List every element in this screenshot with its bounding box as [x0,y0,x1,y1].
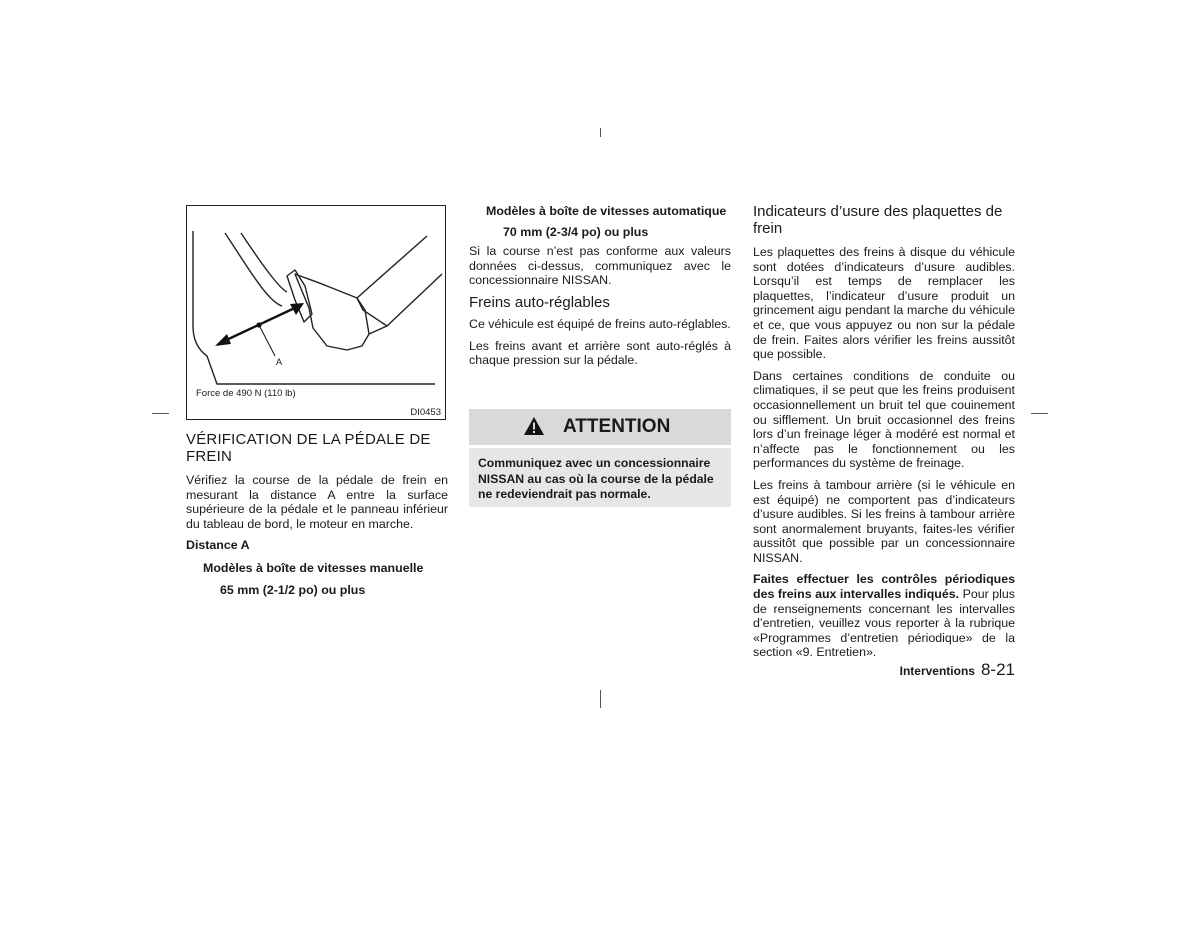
registration-mark-top [600,128,601,137]
attention-header [469,409,731,445]
registration-mark-bottom [600,690,601,708]
periodic-checks-paragraph [753,572,1015,660]
periodic-checks-bold: Faites effectuer les contrôles périodiques des freins aux intervalles indiqués. [753,572,1015,602]
attention-title: ATTENTION [563,416,671,437]
middle-column [469,204,731,368]
automatic-transmission-label: Modèles à boîte de vitesses automatique [486,204,727,218]
self-adjusting-paragraph: Ce véhicule est équipé de freins auto-réglables. [469,316,731,331]
left-column [186,431,448,597]
self-adjusting-detail-paragraph: Les freins avant et arrière sont auto-réglés à chaque pression sur la pédale. [469,338,731,368]
brake-pedal-figure [186,205,446,420]
brake-noise-paragraph: Dans certaines conditions de conduite ou climatiques, il se peut que les freins produisent occasionnellement un bruit tel que couinement ou sifflement. Un bruit occasionnel des freins lors d’un freinage léger à modéré est normal et n’affecte pas le fonctionnement ou les performances du système de freinage. [753,368,1015,471]
section-heading-brake-pedal: VÉRIFICATION DE LA PÉDALE DE FREIN [186,431,431,465]
footer-section-name: Interventions [899,664,975,678]
out-of-spec-paragraph: Si la course n’est pas conforme aux valeurs données ci-dessus, communiquez avec le concessionnaire NISSAN. [469,244,731,288]
brake-pedal-paragraph: Vérifiez la course de la pédale de frein en mesurant la distance A entre la surface supérieure de la pédale et le panneau inférieur du tableau de bord, le moteur en marche. [186,473,448,531]
figure-label-a: A [276,357,283,367]
attention-text: Communiquez avec un concessionnaire NISSAN au cas où la course de la pédale ne redeviendrait pas normale. [478,456,714,501]
page-number: 8-21 [980,660,1015,679]
registration-mark-left [152,413,169,414]
right-column [753,203,1015,660]
drum-brakes-paragraph: Les freins à tambour arrière (si le véhicule en est équipé) ne comportent pas d’indicateurs d’usure audibles. Si les freins à tambour arrière sont anormalement bruyants, faites-les vérifier aussitôt que possible par un concessionnaire NISSAN. [753,477,1015,565]
distance-label: Distance A [186,538,250,553]
periodic-checks-rest: Pour plus de renseignements concernant les intervalles d’entretien, veuillez vous reporter à la rubrique «Programmes d’entretien périodique» de la section «9. Entretien». [753,587,1015,660]
section-heading-wear-indicators: Indicateurs d’usure des plaquettes de frein [753,203,1003,237]
manual-transmission-label: Modèles à boîte de vitesses manuelle [203,560,424,575]
automatic-transmission-value: 70 mm (2-3/4 po) ou plus [503,224,649,239]
page-footer [900,660,1015,680]
figure-caption: Force de 490 N (110 lb) [196,388,296,399]
attention-body [469,448,731,507]
manual-transmission-value: 65 mm (2-1/2 po) ou plus [220,582,366,597]
registration-mark-right [1031,413,1048,414]
warning-triangle-icon [523,416,545,436]
section-heading-self-adjusting: Freins auto-réglables [469,293,610,311]
figure-code: DI0453 [410,407,441,418]
wear-indicators-paragraph: Les plaquettes des freins à disque du véhicule sont dotées d’indicateurs d’usure audibles. Lorsqu’il est temps de remplacer les plaquettes, l’indicateur d’usure produit un grincement aigu pendant la marche du véhicule et ce, que vous appuyez ou non sur la pédale de frein. Faites alors vérifier les freins aussitôt que possible. [753,245,1015,362]
